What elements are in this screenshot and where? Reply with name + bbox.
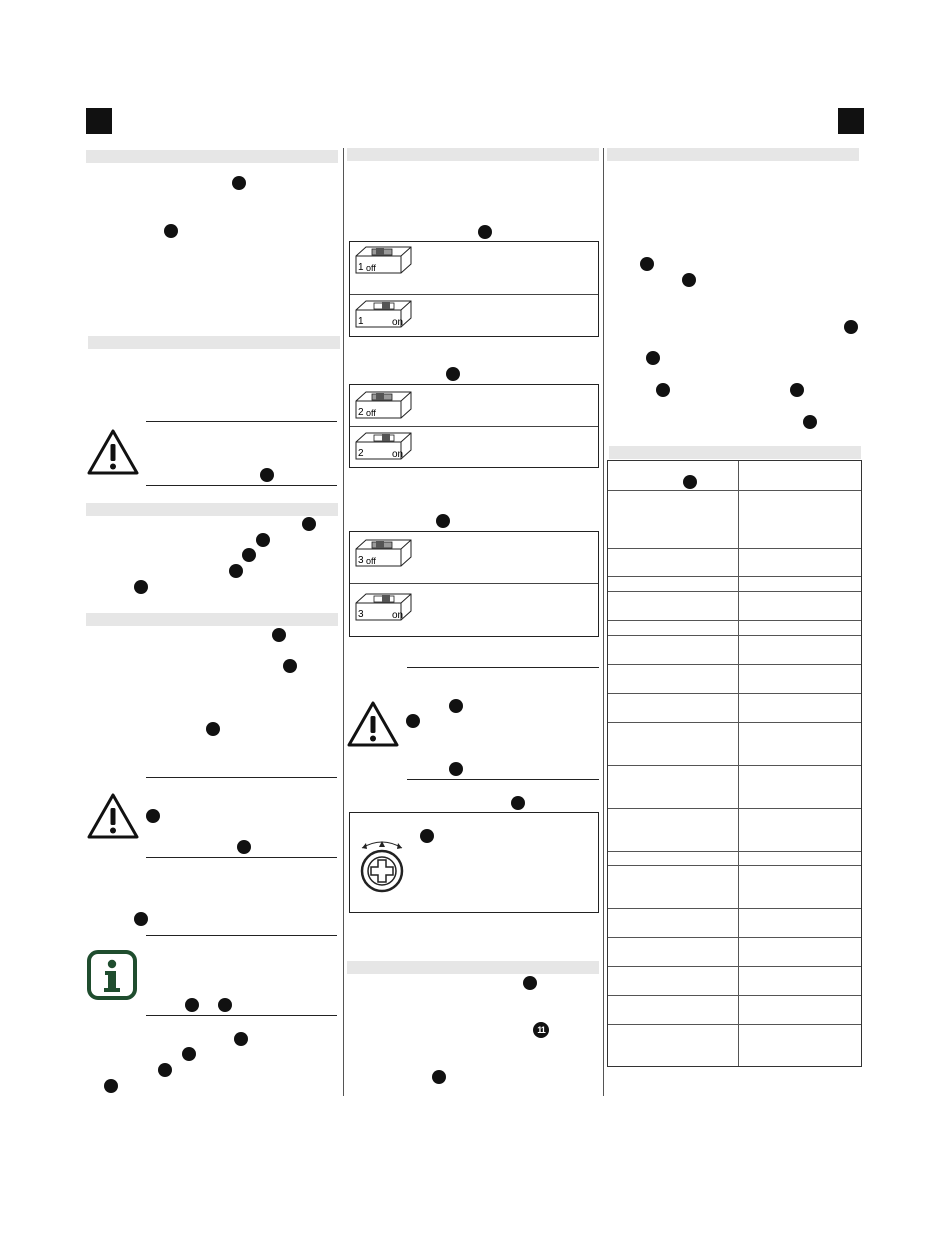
warning-triangle-icon — [346, 700, 400, 748]
reference-dot — [134, 912, 148, 926]
table-row — [608, 995, 861, 996]
section-header-bar — [609, 446, 861, 459]
warning-triangle-icon — [86, 792, 140, 840]
reference-number-11: 11 — [533, 1022, 549, 1038]
corner-marker-right — [838, 108, 864, 134]
reference-dot — [283, 659, 297, 673]
reference-dot — [185, 998, 199, 1012]
dip-switch-3-on-icon — [354, 591, 414, 623]
notice-rule-bottom — [146, 485, 337, 486]
dip-switch-number: 1 — [358, 262, 364, 273]
reference-dot — [844, 320, 858, 334]
notice-rule-top — [146, 935, 337, 936]
reference-dot — [449, 699, 463, 713]
reference-dot — [206, 722, 220, 736]
reference-dot — [158, 1063, 172, 1077]
reference-dot — [683, 475, 697, 489]
table-row — [608, 490, 861, 491]
table-row — [608, 966, 861, 967]
section-header-bar — [86, 150, 338, 163]
dip-switch-1-off-icon — [354, 244, 414, 276]
reference-dot — [256, 533, 270, 547]
table-row — [608, 851, 861, 852]
reference-dot — [234, 1032, 248, 1046]
reference-dot — [449, 762, 463, 776]
reference-dot — [229, 564, 243, 578]
table-row — [608, 620, 861, 621]
reference-dot — [182, 1047, 196, 1061]
table-row — [608, 765, 861, 766]
section-header-bar — [88, 336, 340, 349]
reference-dot — [146, 809, 160, 823]
notice-rule-top — [146, 421, 337, 422]
dip-switch-state-label: off — [366, 263, 376, 273]
reference-dot — [646, 351, 660, 365]
table-row — [608, 693, 861, 694]
reference-dot — [134, 580, 148, 594]
notice-rule-bottom — [146, 857, 337, 858]
notice-rule-top — [407, 667, 599, 668]
reference-dot — [640, 257, 654, 271]
dip-switch-state-label: on — [392, 449, 404, 460]
info-icon — [86, 949, 138, 1001]
table-row — [608, 1024, 861, 1025]
dip-switch-number: 1 — [358, 316, 364, 327]
table-row — [608, 576, 861, 577]
reference-dot — [218, 998, 232, 1012]
reference-dot — [432, 1070, 446, 1084]
reference-dot — [302, 517, 316, 531]
table-column-divider — [738, 461, 739, 1066]
corner-marker-left — [86, 108, 112, 134]
reference-dot — [242, 548, 256, 562]
table-row — [608, 908, 861, 909]
section-header-bar — [86, 503, 338, 516]
dip-switch-1-on-icon — [354, 298, 414, 330]
dip-switch-2-on-icon — [354, 430, 414, 462]
table-row — [608, 591, 861, 592]
reference-dot — [164, 224, 178, 238]
reference-dot — [260, 468, 274, 482]
dip-switch-2-off-icon — [354, 389, 414, 421]
specification-table — [607, 460, 862, 1067]
table-row — [608, 635, 861, 636]
section-header-bar — [347, 148, 599, 161]
reference-dot — [232, 176, 246, 190]
section-header-bar — [347, 961, 599, 974]
dip-switch-3-off-icon — [354, 537, 414, 569]
table-row — [608, 808, 861, 809]
table-row — [608, 937, 861, 938]
panel-divider — [350, 583, 598, 584]
reference-dot — [446, 367, 460, 381]
reference-dot — [790, 383, 804, 397]
table-row — [608, 865, 861, 866]
reference-dot — [237, 840, 251, 854]
warning-triangle-icon — [86, 428, 140, 476]
table-row — [608, 722, 861, 723]
dip-switch-number: 3 — [358, 609, 364, 620]
dip-switch-number: 2 — [358, 448, 364, 459]
panel-divider — [350, 426, 598, 427]
reference-dot — [104, 1079, 118, 1093]
reference-dot — [436, 514, 450, 528]
reference-dot — [803, 415, 817, 429]
notice-rule-bottom — [407, 779, 599, 780]
reference-dot — [478, 225, 492, 239]
dip-switch-state-label: on — [392, 610, 404, 621]
column-divider-left — [343, 148, 344, 1096]
dip-switch-state-label: on — [392, 317, 404, 328]
rotary-knob-icon — [356, 834, 412, 894]
notice-rule-bottom — [146, 1015, 337, 1016]
reference-dot — [511, 796, 525, 810]
dip-switch-state-label: off — [366, 556, 376, 566]
reference-dot — [406, 714, 420, 728]
section-header-bar — [86, 613, 338, 626]
reference-dot — [420, 829, 434, 843]
table-row — [608, 548, 861, 549]
reference-dot — [523, 976, 537, 990]
notice-rule-top — [146, 777, 337, 778]
panel-divider — [350, 294, 598, 295]
column-divider-right — [603, 148, 604, 1096]
section-header-bar — [607, 148, 859, 161]
reference-dot — [272, 628, 286, 642]
dip-switch-state-label: off — [366, 408, 376, 418]
dip-switch-number: 3 — [358, 555, 364, 566]
reference-dot — [656, 383, 670, 397]
dip-switch-number: 2 — [358, 407, 364, 418]
table-row — [608, 664, 861, 665]
reference-dot — [682, 273, 696, 287]
